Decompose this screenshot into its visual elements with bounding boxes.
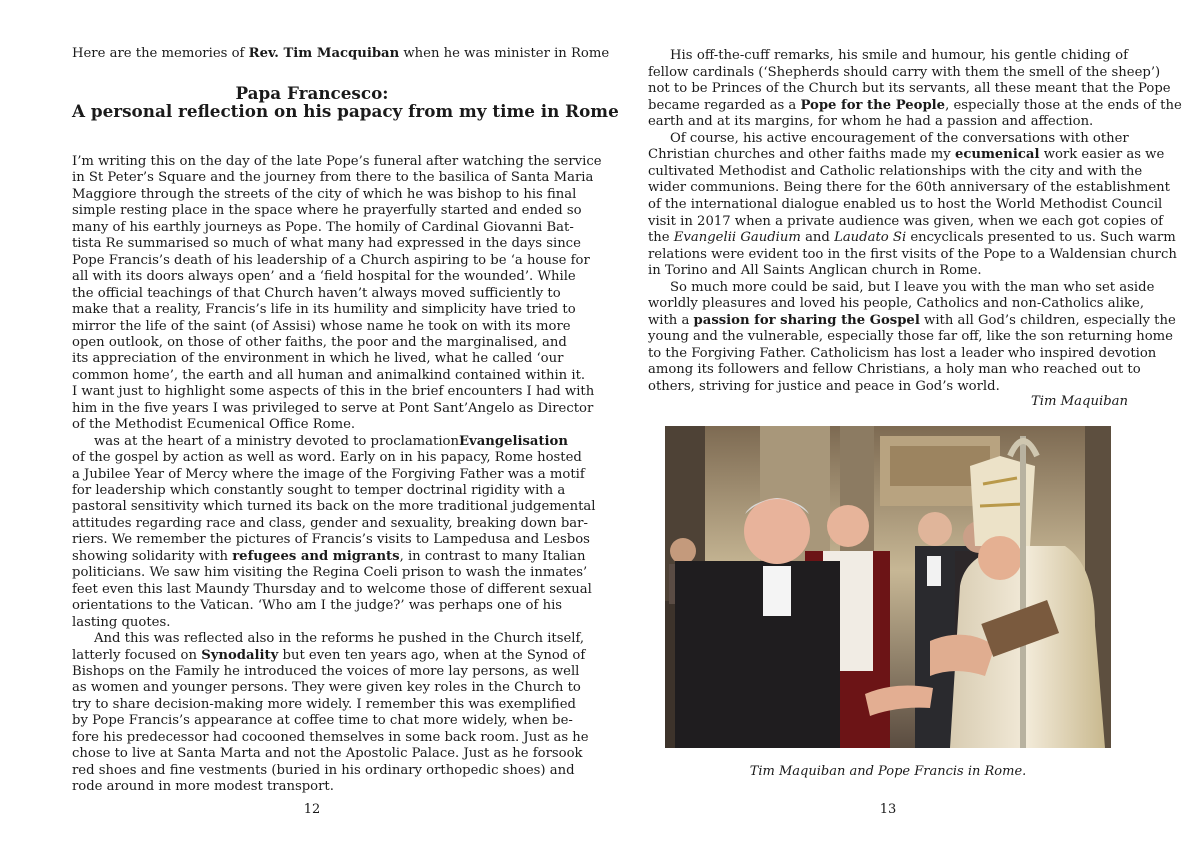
- text-line: of the gospel by action as well as word. Early on in his papacy, Rome hosted: [72, 450, 582, 466]
- text-run: showing solidarity with: [72, 548, 233, 564]
- article-title-line-1: Papa Francesco:: [235, 83, 389, 103]
- text-line: I’m writing this on the day of the late Pope’s funeral after watching the service: [72, 154, 602, 169]
- italic-title: Evangelii Gaudium: [673, 230, 801, 246]
- text-line: [72, 548, 586, 566]
- text-line: him in the five years I was privileged to serve at Pont Sant’Angelo as Director: [72, 400, 594, 416]
- text-line: fore his predecessor had cocooned themselves in some back room. Just as he: [72, 729, 589, 745]
- italic-title: Laudato Si: [834, 230, 907, 246]
- text-line: worldly pleasures and loved his people, Catholics and non-Catholics alike,: [648, 296, 1145, 312]
- photo-illustration: [665, 426, 1111, 748]
- text-line: pastoral sensitivity which turned its back on the more traditional judgemental: [72, 499, 596, 515]
- text-line: Pope Francis’s death of his leadership of a Church aspiring to be ‘a house for: [72, 252, 590, 268]
- text-line: Bishops on the Family he introduced the voices of more lay persons, as well: [72, 664, 580, 679]
- text-line: chose to live at Santa Marta and not the Apostolic Palace. Just as he forsook: [72, 746, 583, 762]
- text-run: but even ten years ago, when at the Synod of: [278, 647, 586, 663]
- text-line: make that a reality, Francis’s life in its humility and simplicity have tried to: [72, 302, 576, 317]
- text-line: in Torino and All Saints Anglican church in Rome.: [648, 263, 982, 279]
- text-line: So much more could be said, but I leave you with the man who set aside: [670, 279, 1155, 295]
- left-page: [72, 0, 619, 852]
- text-line: [648, 229, 1176, 247]
- bold-phrase: passion for sharing the Gospel: [693, 312, 920, 328]
- text-run: and: [800, 230, 835, 246]
- bold-phrase: refugees and migrants: [232, 548, 400, 564]
- text-line: attitudes regarding race and class, gender and sexuality, breaking down bar-: [72, 515, 588, 531]
- photo-caption: Tim Maquiban and Pope Francis in Rome.: [749, 764, 1027, 779]
- text-run: , in contrast to many Italian: [399, 548, 586, 564]
- text-line: red shoes and fine vestments (buried in his ordinary orthopedic shoes) and: [72, 762, 575, 778]
- photo-tim-maquiban-pope-francis: [665, 426, 1111, 748]
- text-line: And this was reflected also in the reforms he pushed in the Church itself,: [94, 631, 585, 646]
- text-line: rode around in more modest transport.: [72, 779, 334, 795]
- text-line: as women and younger persons. They were given key roles in the Church to: [72, 680, 581, 696]
- text-line: open outlook, on those of other faiths, the poor and the marginalised, and: [72, 334, 567, 350]
- text-line: a Jubilee Year of Mercy where the image of the Forgiving Father was a motif: [72, 466, 585, 482]
- text-line: [648, 97, 1182, 115]
- text-line: I want just to highlight some aspects of this in the brief encounters I had with: [72, 384, 595, 400]
- text-line: [648, 312, 1176, 330]
- text-run: encyclicals presented to us. Such warm: [906, 230, 1176, 246]
- text-line: Of course, his active encouragement of the conversations with other: [670, 130, 1129, 146]
- text-line: orientations to the Vatican. ‘Who am I the judge?’ was perhaps one of his: [72, 598, 563, 614]
- author-signature: Tim Maquiban: [1030, 394, 1128, 409]
- text-line: for leadership which constantly sought to temper doctrinal rigidity with a: [72, 483, 566, 498]
- bold-phrase: ecumenical: [954, 147, 1040, 163]
- text-line: of the international dialogue enabled us to host the World Methodist Council: [648, 197, 1163, 212]
- text-line: its appreciation of the environment in which he lived, what he called ‘our: [72, 351, 564, 367]
- article-title-line-2: A personal reflection on his papacy from my time in Rome: [72, 101, 619, 121]
- text-line: the official teachings of that Church haven’t always moved sufficiently to: [72, 285, 561, 301]
- text-line: common home’, the earth and all human and animalkind contained within it.: [72, 367, 586, 383]
- text-line: riers. We remember the pictures of Francis’s visits to Lampedusa and Lesbos: [72, 532, 590, 548]
- text-run: , especially those at the ends of the: [945, 97, 1182, 113]
- text-line: [72, 433, 568, 451]
- text-line: all with its doors always open’ and a ‘field hospital for the wounded’. While: [72, 269, 576, 285]
- bold-phrase: Pope for the People: [800, 97, 946, 113]
- text-line: visit in 2017 when a private audience was given, when we each got copies of: [648, 213, 1164, 229]
- text-line: relations were evident too in the first visits of the Pope to a Waldensian church: [648, 246, 1177, 262]
- text-line: feet even this last Maundy Thursday and to welcome those of different sexual: [72, 581, 592, 597]
- bold-phrase: Synodality: [201, 647, 279, 663]
- text-run: with all God’s children, especially the: [919, 312, 1176, 328]
- text-line: among its followers and fellow Christians, a holy man who reached out to: [648, 362, 1141, 378]
- text-line: young and the vulnerable, especially those far off, like the son returning home: [648, 329, 1173, 345]
- intro-line: Here are the memories of Rev. Tim Macquiban when he was minister in Rome: [72, 46, 610, 61]
- text-line: not to be Princes of the Church but its servants, all these meant that the Pope: [648, 81, 1171, 97]
- page-number-right: 13: [879, 802, 897, 817]
- text-line: of the Methodist Ecumenical Office Rome.: [72, 417, 356, 433]
- text-run: was at the heart of a ministry devoted to proclamation: [94, 433, 459, 449]
- text-line: simple resting place in the space where he prayerfully started and ended so: [72, 203, 582, 219]
- text-line: to the Forgiving Father. Catholicism has lost a leader who inspired devotion: [648, 345, 1157, 361]
- text-line: others, striving for justice and peace in God’s world.: [648, 379, 1000, 394]
- text-line: many of his earthly journeys as Pope. The homily of Cardinal Giovanni Bat-: [72, 219, 574, 235]
- text-line: fellow cardinals (‘Shepherds should carry with them the smell of the sheep’): [648, 64, 1161, 80]
- text-run: became regarded as a: [648, 97, 801, 113]
- text-line: His off-the-cuff remarks, his smile and humour, his gentle chiding of: [670, 48, 1128, 63]
- text-run: with a: [648, 312, 694, 328]
- text-line: try to share decision-making more widely. I remember this was exemplified: [72, 696, 576, 712]
- text-run: latterly focused on: [72, 647, 202, 663]
- text-line: Maggiore through the streets of the city of which he was bishop to his final: [72, 186, 577, 202]
- text-line: earth and at its margins, for whom he had a passion and affection.: [648, 114, 1094, 130]
- text-line: cultivated Methodist and Catholic relationships with the city and with the: [648, 163, 1143, 179]
- text-run: Christian churches and other faiths made my: [648, 147, 955, 163]
- text-line: tista Re summarised so much of what many had expressed in the days since: [72, 236, 581, 252]
- page-number-left: 12: [303, 802, 321, 817]
- text-run: work easier as we: [1039, 147, 1165, 163]
- text-run: the: [648, 230, 674, 246]
- text-line: mirror the life of the saint (of Assisi) whose name he took on with its more: [72, 318, 571, 334]
- text-line: lasting quotes.: [72, 614, 171, 630]
- text-line: politicians. We saw him visiting the Regina Coeli prison to wash the inmates’: [72, 565, 588, 581]
- text-line: wider communions. Being there for the 60th anniversary of the establishment: [648, 180, 1170, 196]
- text-line: in St Peter’s Square and the journey from there to the basilica of Santa Maria: [72, 170, 594, 186]
- text-line: by Pope Francis’s appearance at coffee time to chat more widely, when be-: [72, 713, 573, 729]
- bold-phrase: Evangelisation: [459, 433, 568, 449]
- text-line: [72, 647, 586, 665]
- text-line: [648, 146, 1165, 164]
